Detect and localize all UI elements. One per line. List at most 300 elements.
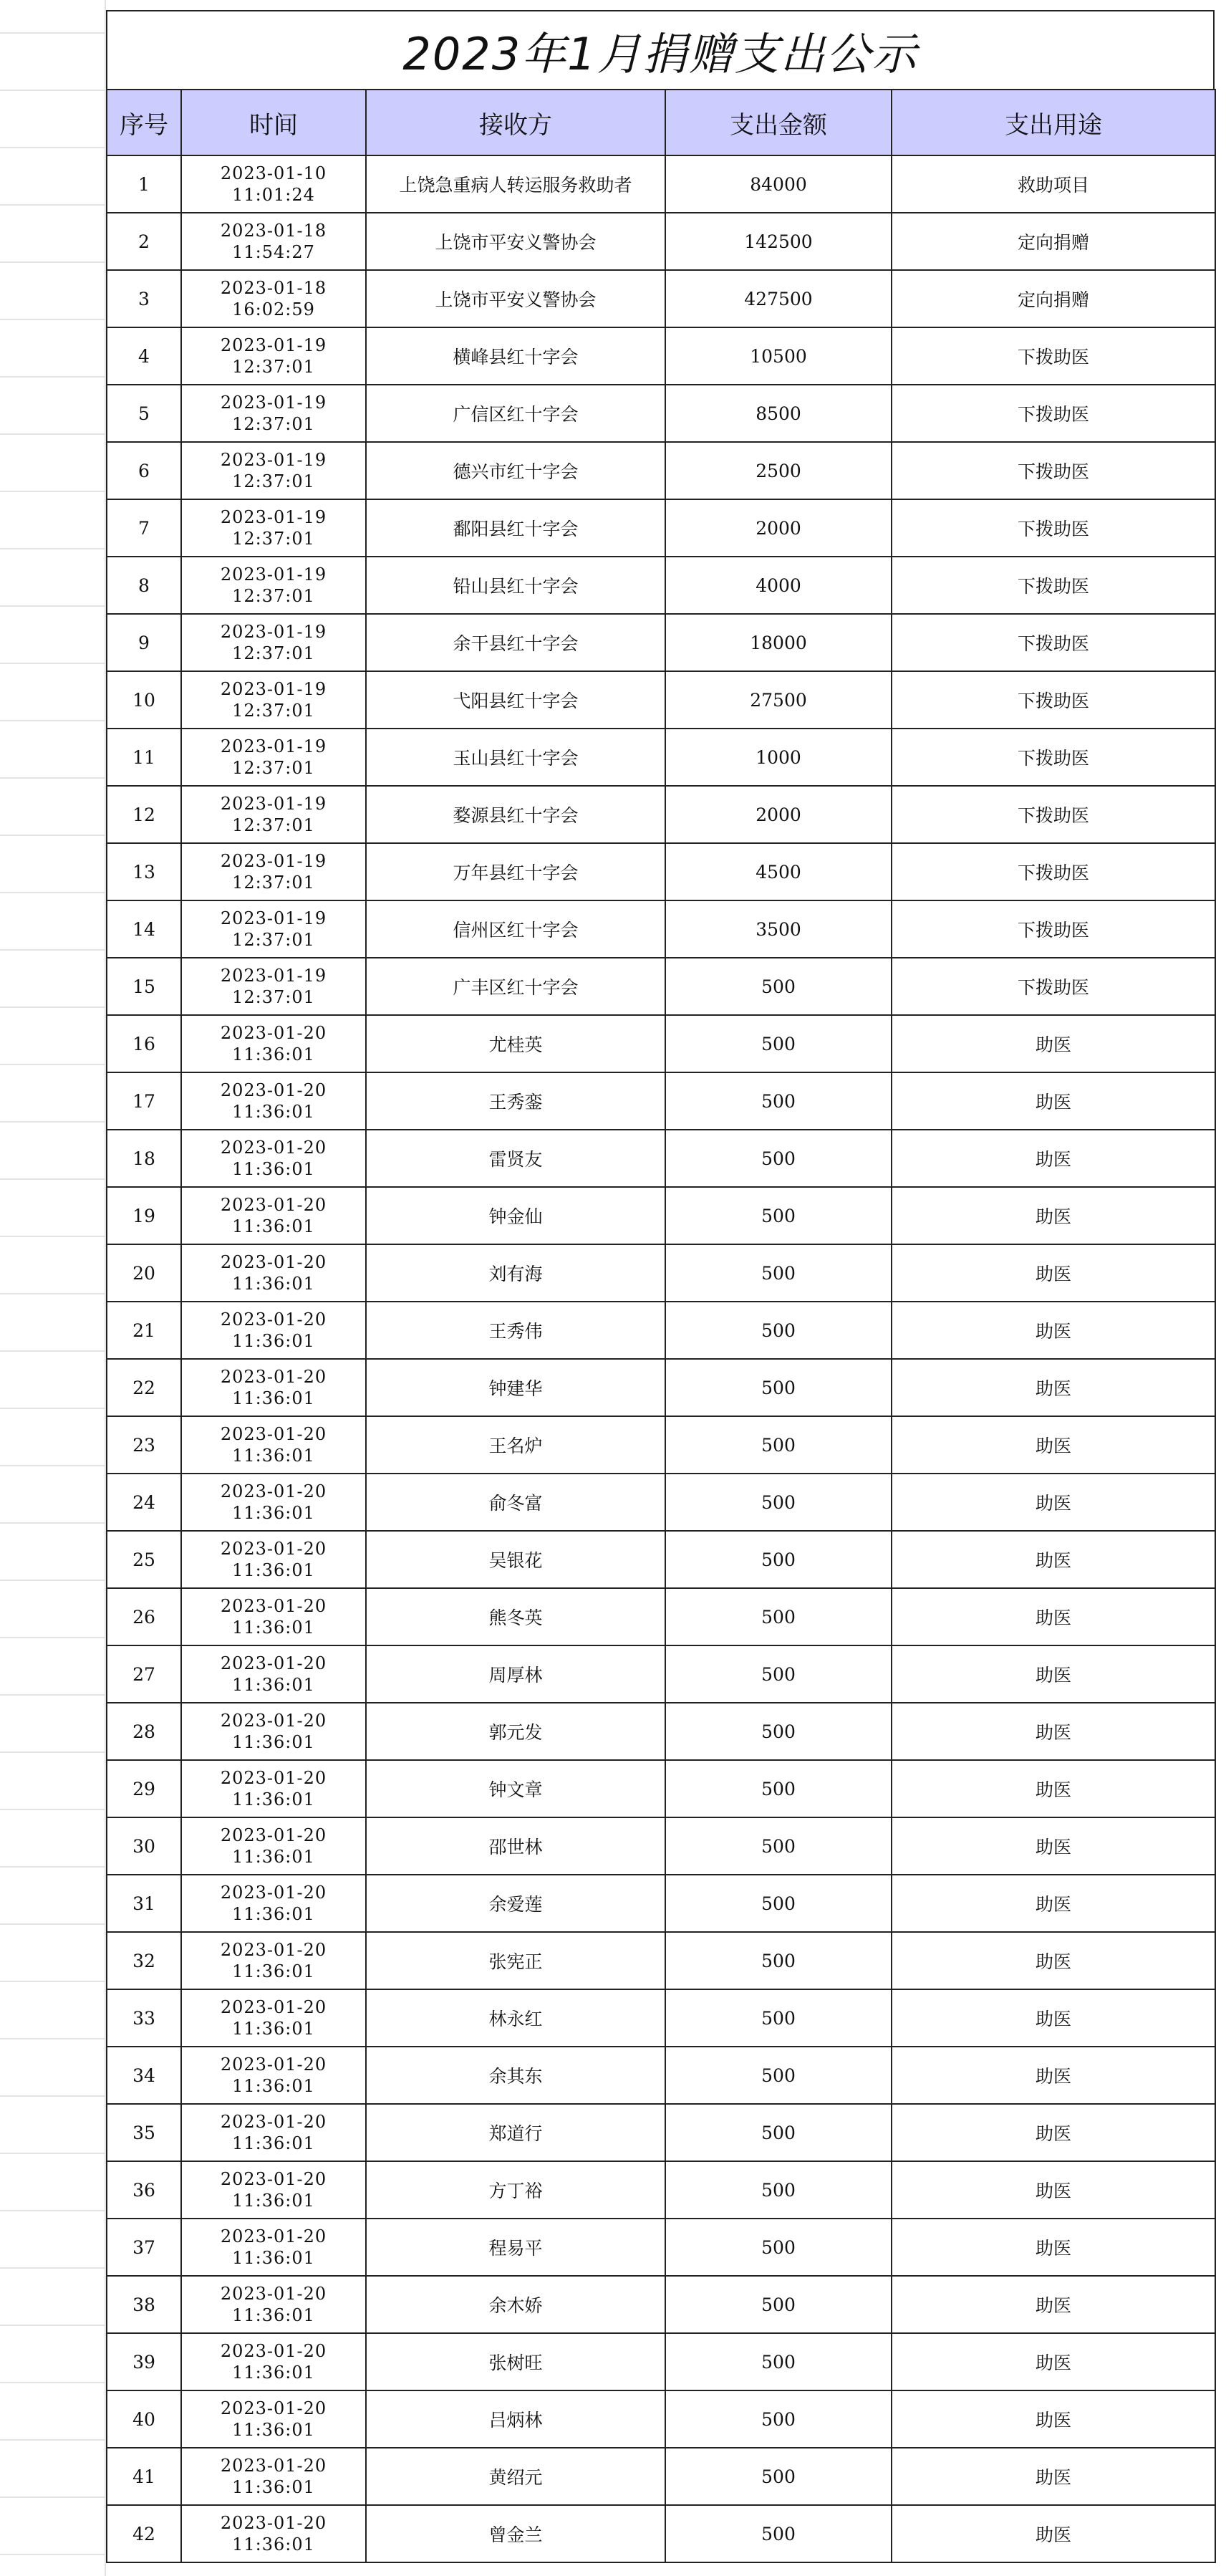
- cell-amount[interactable]: 142500: [665, 213, 892, 270]
- cell-recipient[interactable]: 方丁裕: [366, 2161, 665, 2219]
- table-row: [107, 1244, 1215, 1302]
- table-row: [107, 2219, 1215, 2276]
- cell-time[interactable]: [181, 2219, 366, 2276]
- cell-recipient[interactable]: 钟金仙: [366, 1187, 665, 1244]
- header-recipient[interactable]: 接收方: [366, 90, 665, 155]
- cell-amount[interactable]: 500: [665, 2219, 892, 2276]
- time-date: 2023-01-19: [220, 622, 327, 642]
- cell-index[interactable]: 24: [107, 1474, 181, 1531]
- time-date: 2023-01-20: [220, 1481, 327, 1501]
- cell-recipient[interactable]: 余爱莲: [366, 1875, 665, 1932]
- cell-amount[interactable]: 500: [665, 1302, 892, 1359]
- cell-amount[interactable]: 1000: [665, 729, 892, 786]
- time-date: 2023-01-20: [220, 2054, 327, 2075]
- time-clock: 12:37:01: [232, 414, 315, 434]
- cell-recipient[interactable]: 铅山县红十字会: [366, 557, 665, 614]
- cell-time[interactable]: [181, 1645, 366, 1703]
- cell-amount[interactable]: 500: [665, 2161, 892, 2219]
- cell-amount[interactable]: 500: [665, 1588, 892, 1645]
- cell-purpose[interactable]: 下拨助医: [892, 327, 1215, 385]
- cell-time[interactable]: [181, 1416, 366, 1474]
- cell-time[interactable]: [181, 213, 366, 270]
- time-clock: 11:36:01: [232, 1331, 315, 1351]
- cell-time[interactable]: [181, 1932, 366, 1989]
- cell-index[interactable]: 15: [107, 958, 181, 1015]
- cell-index[interactable]: 3: [107, 270, 181, 327]
- time-clock: 12:37:01: [232, 815, 315, 835]
- table-row: [107, 1130, 1215, 1187]
- cell-purpose[interactable]: 助医: [892, 2276, 1215, 2333]
- cell-index[interactable]: 6: [107, 442, 181, 499]
- cell-time[interactable]: [181, 843, 366, 900]
- cell-purpose[interactable]: 助医: [892, 1130, 1215, 1187]
- cell-recipient[interactable]: 张宪正: [366, 1932, 665, 1989]
- cell-recipient[interactable]: 万年县红十字会: [366, 843, 665, 900]
- cell-time[interactable]: [181, 1359, 366, 1416]
- cell-index[interactable]: 26: [107, 1588, 181, 1645]
- table-row: [107, 958, 1215, 1015]
- cell-index[interactable]: 10: [107, 671, 181, 729]
- cell-time[interactable]: [181, 1015, 366, 1072]
- cell-purpose[interactable]: 下拨助医: [892, 499, 1215, 557]
- cell-time[interactable]: [181, 786, 366, 843]
- cell-index[interactable]: 22: [107, 1359, 181, 1416]
- cell-recipient[interactable]: 林永红: [366, 1989, 665, 2047]
- cell-index[interactable]: 28: [107, 1703, 181, 1760]
- table-row: [107, 213, 1215, 270]
- cell-amount[interactable]: 10500: [665, 327, 892, 385]
- time-clock: 11:36:01: [232, 1961, 315, 1981]
- cell-time[interactable]: [181, 2505, 366, 2562]
- table-row: [107, 786, 1215, 843]
- cell-amount[interactable]: 500: [665, 1015, 892, 1072]
- cell-recipient[interactable]: 横峰县红十字会: [366, 327, 665, 385]
- cell-purpose[interactable]: 下拨助医: [892, 958, 1215, 1015]
- cell-purpose[interactable]: 救助项目: [892, 155, 1215, 213]
- table-row: [107, 1875, 1215, 1932]
- cell-index[interactable]: 40: [107, 2390, 181, 2448]
- time-date: 2023-01-20: [220, 2341, 327, 2361]
- cell-recipient[interactable]: 信州区红十字会: [366, 900, 665, 958]
- cell-index[interactable]: 2: [107, 213, 181, 270]
- header-amount[interactable]: 支出金额: [665, 90, 892, 155]
- cell-index[interactable]: 38: [107, 2276, 181, 2333]
- cell-purpose[interactable]: 下拨助医: [892, 442, 1215, 499]
- cell-purpose[interactable]: 下拨助医: [892, 786, 1215, 843]
- cell-index[interactable]: 1: [107, 155, 181, 213]
- cell-purpose[interactable]: 助医: [892, 1359, 1215, 1416]
- cell-time[interactable]: [181, 1072, 366, 1130]
- cell-purpose[interactable]: 下拨助医: [892, 385, 1215, 442]
- cell-recipient[interactable]: 广信区红十字会: [366, 385, 665, 442]
- time-date: 2023-01-19: [220, 736, 327, 756]
- cell-amount[interactable]: 500: [665, 1072, 892, 1130]
- cell-purpose[interactable]: 助医: [892, 2505, 1215, 2562]
- cell-recipient[interactable]: 钟文章: [366, 1760, 665, 1817]
- cell-index[interactable]: 9: [107, 614, 181, 671]
- cell-time[interactable]: [181, 1130, 366, 1187]
- cell-recipient[interactable]: 黄绍元: [366, 2448, 665, 2505]
- cell-time[interactable]: [181, 1989, 366, 2047]
- cell-time[interactable]: [181, 1703, 366, 1760]
- cell-index[interactable]: 19: [107, 1187, 181, 1244]
- cell-amount[interactable]: 500: [665, 1474, 892, 1531]
- table-row: [107, 1531, 1215, 1588]
- table-body: [107, 155, 1215, 2562]
- cell-index[interactable]: 41: [107, 2448, 181, 2505]
- cell-index[interactable]: 21: [107, 1302, 181, 1359]
- cell-index[interactable]: 33: [107, 1989, 181, 2047]
- cell-recipient[interactable]: 余木娇: [366, 2276, 665, 2333]
- cell-time[interactable]: [181, 958, 366, 1015]
- table-row: [107, 2390, 1215, 2448]
- cell-purpose[interactable]: 下拨助医: [892, 843, 1215, 900]
- table-row: [107, 729, 1215, 786]
- cell-purpose[interactable]: 助医: [892, 1932, 1215, 1989]
- cell-index[interactable]: 25: [107, 1531, 181, 1588]
- cell-recipient[interactable]: 雷贤友: [366, 1130, 665, 1187]
- cell-time[interactable]: [181, 671, 366, 729]
- cell-time[interactable]: [181, 442, 366, 499]
- cell-purpose[interactable]: 助医: [892, 2333, 1215, 2390]
- cell-purpose[interactable]: 助医: [892, 2161, 1215, 2219]
- cell-index[interactable]: 17: [107, 1072, 181, 1130]
- time-clock: 11:36:01: [232, 1216, 315, 1236]
- time-date: 2023-01-20: [220, 1711, 327, 1731]
- time-clock: 11:36:01: [232, 1732, 315, 1752]
- cell-time[interactable]: [181, 1760, 366, 1817]
- cell-amount[interactable]: 500: [665, 1244, 892, 1302]
- cell-time[interactable]: [181, 1474, 366, 1531]
- cell-amount[interactable]: 2000: [665, 499, 892, 557]
- row-header-gridlines: [0, 0, 106, 2576]
- time-date: 2023-01-20: [220, 1997, 327, 2017]
- cell-time[interactable]: [181, 1817, 366, 1875]
- table-row: [107, 1359, 1215, 1416]
- time-date: 2023-01-19: [220, 335, 327, 355]
- cell-index[interactable]: 12: [107, 786, 181, 843]
- header-purpose[interactable]: 支出用途: [892, 90, 1215, 155]
- cell-index[interactable]: 8: [107, 557, 181, 614]
- cell-recipient[interactable]: 王秀伟: [366, 1302, 665, 1359]
- time-clock: 11:36:01: [232, 1675, 315, 1695]
- time-date: 2023-01-20: [220, 1195, 327, 1215]
- cell-recipient[interactable]: 德兴市红十字会: [366, 442, 665, 499]
- time-date: 2023-01-20: [220, 1023, 327, 1043]
- cell-amount[interactable]: 500: [665, 1760, 892, 1817]
- time-clock: 11:36:01: [232, 1503, 315, 1523]
- cell-time[interactable]: [181, 1244, 366, 1302]
- cell-purpose[interactable]: 下拨助医: [892, 671, 1215, 729]
- time-date: 2023-01-20: [220, 2456, 327, 2476]
- cell-index[interactable]: 7: [107, 499, 181, 557]
- cell-index[interactable]: 27: [107, 1645, 181, 1703]
- cell-recipient[interactable]: 广丰区红十字会: [366, 958, 665, 1015]
- cell-purpose[interactable]: 助医: [892, 1645, 1215, 1703]
- cell-recipient[interactable]: 弋阳县红十字会: [366, 671, 665, 729]
- time-date: 2023-01-20: [220, 1080, 327, 1100]
- cell-purpose[interactable]: 定向捐赠: [892, 270, 1215, 327]
- cell-purpose[interactable]: 助医: [892, 1703, 1215, 1760]
- cell-amount[interactable]: 500: [665, 1359, 892, 1416]
- cell-amount[interactable]: 500: [665, 1130, 892, 1187]
- time-date: 2023-01-20: [220, 1138, 327, 1158]
- cell-purpose[interactable]: 助医: [892, 2104, 1215, 2161]
- cell-amount[interactable]: 500: [665, 1703, 892, 1760]
- table-row: [107, 900, 1215, 958]
- cell-index[interactable]: 11: [107, 729, 181, 786]
- cell-index[interactable]: 32: [107, 1932, 181, 1989]
- cell-purpose[interactable]: 助医: [892, 2390, 1215, 2448]
- cell-purpose[interactable]: 助医: [892, 1989, 1215, 2047]
- cell-purpose[interactable]: 下拨助医: [892, 729, 1215, 786]
- cell-index[interactable]: 13: [107, 843, 181, 900]
- cell-time[interactable]: [181, 900, 366, 958]
- cell-amount[interactable]: 500: [665, 1932, 892, 1989]
- cell-amount[interactable]: 500: [665, 1416, 892, 1474]
- time-date: 2023-01-19: [220, 679, 327, 699]
- cell-purpose[interactable]: 助医: [892, 1187, 1215, 1244]
- cell-purpose[interactable]: 助医: [892, 1015, 1215, 1072]
- cell-amount[interactable]: 500: [665, 1989, 892, 2047]
- cell-recipient[interactable]: 郭元发: [366, 1703, 665, 1760]
- time-clock: 12:37:01: [232, 529, 315, 549]
- cell-purpose[interactable]: 助医: [892, 1760, 1215, 1817]
- cell-purpose[interactable]: 助医: [892, 1474, 1215, 1531]
- time-clock: 11:36:01: [232, 2191, 315, 2211]
- cell-index[interactable]: 35: [107, 2104, 181, 2161]
- cell-time[interactable]: [181, 1588, 366, 1645]
- cell-index[interactable]: 37: [107, 2219, 181, 2276]
- cell-recipient[interactable]: 吕炳林: [366, 2390, 665, 2448]
- cell-time[interactable]: [181, 1875, 366, 1932]
- time-clock: 11:36:01: [232, 2133, 315, 2153]
- table-row: [107, 2104, 1215, 2161]
- cell-time[interactable]: [181, 1187, 366, 1244]
- time-clock: 11:36:01: [232, 1847, 315, 1867]
- cell-time[interactable]: [181, 2448, 366, 2505]
- time-clock: 11:36:01: [232, 2248, 315, 2268]
- cell-amount[interactable]: 4500: [665, 843, 892, 900]
- cell-recipient[interactable]: 余干县红十字会: [366, 614, 665, 671]
- cell-recipient[interactable]: 王秀銮: [366, 1072, 665, 1130]
- table-row: [107, 1703, 1215, 1760]
- cell-amount[interactable]: 500: [665, 2448, 892, 2505]
- time-clock: 11:36:01: [232, 2363, 315, 2383]
- cell-amount[interactable]: 500: [665, 958, 892, 1015]
- table-row: [107, 1760, 1215, 1817]
- cell-recipient[interactable]: 上饶急重病人转运服务救助者: [366, 155, 665, 213]
- cell-purpose[interactable]: 助医: [892, 1531, 1215, 1588]
- time-clock: 11:36:01: [232, 1789, 315, 1810]
- time-clock: 12:37:01: [232, 357, 315, 377]
- time-date: 2023-01-20: [220, 1367, 327, 1387]
- time-date: 2023-01-20: [220, 2226, 327, 2246]
- cell-time[interactable]: [181, 2104, 366, 2161]
- time-date: 2023-01-19: [220, 393, 327, 413]
- time-clock: 11:36:01: [232, 1388, 315, 1408]
- cell-purpose[interactable]: 助医: [892, 1244, 1215, 1302]
- cell-index[interactable]: 36: [107, 2161, 181, 2219]
- table-row: [107, 2448, 1215, 2505]
- cell-amount[interactable]: 2500: [665, 442, 892, 499]
- cell-recipient[interactable]: 婺源县红十字会: [366, 786, 665, 843]
- cell-amount[interactable]: 500: [665, 2276, 892, 2333]
- cell-amount[interactable]: 500: [665, 2047, 892, 2104]
- cell-purpose[interactable]: 下拨助医: [892, 900, 1215, 958]
- cell-recipient[interactable]: 余其东: [366, 2047, 665, 2104]
- time-date: 2023-01-20: [220, 1596, 327, 1616]
- cell-purpose[interactable]: 助医: [892, 2219, 1215, 2276]
- time-clock: 11:54:27: [232, 242, 315, 262]
- cell-recipient[interactable]: 曾金兰: [366, 2505, 665, 2562]
- cell-amount[interactable]: 500: [665, 1817, 892, 1875]
- cell-amount[interactable]: 84000: [665, 155, 892, 213]
- cell-time[interactable]: [181, 2276, 366, 2333]
- page-title: 2023年1月捐赠支出公示: [402, 27, 918, 80]
- table-row: [107, 1989, 1215, 2047]
- cell-amount[interactable]: 500: [665, 2333, 892, 2390]
- cell-amount[interactable]: 500: [665, 2505, 892, 2562]
- cell-index[interactable]: 34: [107, 2047, 181, 2104]
- cell-recipient[interactable]: 邵世林: [366, 1817, 665, 1875]
- cell-purpose[interactable]: 助医: [892, 1302, 1215, 1359]
- cell-index[interactable]: 20: [107, 1244, 181, 1302]
- cell-amount[interactable]: 2000: [665, 786, 892, 843]
- cell-time[interactable]: [181, 2333, 366, 2390]
- cell-index[interactable]: 16: [107, 1015, 181, 1072]
- cell-amount[interactable]: 500: [665, 1187, 892, 1244]
- cell-index[interactable]: 14: [107, 900, 181, 958]
- cell-purpose[interactable]: 助医: [892, 2448, 1215, 2505]
- cell-amount[interactable]: 8500: [665, 385, 892, 442]
- header-index[interactable]: 序号: [107, 90, 181, 155]
- cell-purpose[interactable]: 定向捐赠: [892, 213, 1215, 270]
- cell-time[interactable]: [181, 729, 366, 786]
- cell-index[interactable]: 31: [107, 1875, 181, 1932]
- cell-recipient[interactable]: 尤桂英: [366, 1015, 665, 1072]
- cell-recipient[interactable]: 玉山县红十字会: [366, 729, 665, 786]
- cell-time[interactable]: [181, 270, 366, 327]
- cell-purpose[interactable]: 助医: [892, 1588, 1215, 1645]
- table-row: [107, 1302, 1215, 1359]
- cell-time[interactable]: [181, 327, 366, 385]
- cell-recipient[interactable]: 鄱阳县红十字会: [366, 499, 665, 557]
- cell-recipient[interactable]: 上饶市平安义警协会: [366, 213, 665, 270]
- cell-index[interactable]: 18: [107, 1130, 181, 1187]
- cell-purpose[interactable]: 助医: [892, 1817, 1215, 1875]
- cell-recipient[interactable]: 王名炉: [366, 1416, 665, 1474]
- time-date: 2023-01-20: [220, 1252, 327, 1272]
- cell-time[interactable]: [181, 1302, 366, 1359]
- time-date: 2023-01-19: [220, 966, 327, 986]
- time-clock: 11:36:01: [232, 2534, 315, 2555]
- cell-recipient[interactable]: 钟建华: [366, 1359, 665, 1416]
- cell-time[interactable]: [181, 2390, 366, 2448]
- table-row: [107, 270, 1215, 327]
- cell-purpose[interactable]: 助医: [892, 1416, 1215, 1474]
- table-row: [107, 2505, 1215, 2562]
- cell-time[interactable]: [181, 499, 366, 557]
- time-date: 2023-01-20: [220, 2513, 327, 2533]
- table-row: [107, 671, 1215, 729]
- cell-recipient[interactable]: 吴银花: [366, 1531, 665, 1588]
- time-clock: 11:36:01: [232, 1044, 315, 1064]
- cell-purpose[interactable]: 下拨助医: [892, 614, 1215, 671]
- cell-time[interactable]: [181, 2161, 366, 2219]
- time-date: 2023-01-19: [220, 564, 327, 585]
- cell-time[interactable]: [181, 614, 366, 671]
- cell-index[interactable]: 42: [107, 2505, 181, 2562]
- time-date: 2023-01-20: [220, 2398, 327, 2418]
- time-date: 2023-01-20: [220, 1539, 327, 1559]
- cell-time[interactable]: [181, 1531, 366, 1588]
- cell-amount[interactable]: 500: [665, 1531, 892, 1588]
- cell-amount[interactable]: 500: [665, 2104, 892, 2161]
- time-date: 2023-01-20: [220, 2112, 327, 2132]
- cell-recipient[interactable]: 张树旺: [366, 2333, 665, 2390]
- time-date: 2023-01-20: [220, 1883, 327, 1903]
- cell-index[interactable]: 29: [107, 1760, 181, 1817]
- time-clock: 12:37:01: [232, 586, 315, 606]
- cell-time[interactable]: [181, 557, 366, 614]
- time-clock: 12:37:01: [232, 987, 315, 1007]
- cell-index[interactable]: 5: [107, 385, 181, 442]
- cell-recipient[interactable]: 郑道行: [366, 2104, 665, 2161]
- cell-amount[interactable]: 27500: [665, 671, 892, 729]
- time-clock: 12:37:01: [232, 873, 315, 893]
- cell-amount[interactable]: 4000: [665, 557, 892, 614]
- time-date: 2023-01-20: [220, 2284, 327, 2304]
- cell-recipient[interactable]: 俞冬富: [366, 1474, 665, 1531]
- cell-recipient[interactable]: 上饶市平安义警协会: [366, 270, 665, 327]
- cell-purpose[interactable]: 助医: [892, 1072, 1215, 1130]
- cell-purpose[interactable]: 助医: [892, 1875, 1215, 1932]
- cell-recipient[interactable]: 熊冬英: [366, 1588, 665, 1645]
- cell-index[interactable]: 30: [107, 1817, 181, 1875]
- cell-recipient[interactable]: 周厚林: [366, 1645, 665, 1703]
- cell-amount[interactable]: 500: [665, 1645, 892, 1703]
- table-row: [107, 442, 1215, 499]
- cell-time[interactable]: [181, 2047, 366, 2104]
- cell-amount[interactable]: 500: [665, 2390, 892, 2448]
- cell-recipient[interactable]: 程易平: [366, 2219, 665, 2276]
- donation-expense-table: [106, 89, 1216, 2563]
- cell-amount[interactable]: 500: [665, 1875, 892, 1932]
- cell-recipient[interactable]: 刘有海: [366, 1244, 665, 1302]
- table-row: [107, 1416, 1215, 1474]
- title-cell[interactable]: [106, 10, 1215, 89]
- table-row: [107, 1187, 1215, 1244]
- cell-time[interactable]: [181, 155, 366, 213]
- cell-amount[interactable]: 3500: [665, 900, 892, 958]
- cell-index[interactable]: 4: [107, 327, 181, 385]
- cell-index[interactable]: 39: [107, 2333, 181, 2390]
- cell-purpose[interactable]: 助医: [892, 2047, 1215, 2104]
- cell-time[interactable]: [181, 385, 366, 442]
- time-date: 2023-01-20: [220, 1309, 327, 1330]
- cell-amount[interactable]: 18000: [665, 614, 892, 671]
- header-row: [107, 90, 1215, 155]
- table-row: [107, 2047, 1215, 2104]
- cell-purpose[interactable]: 下拨助医: [892, 557, 1215, 614]
- header-time[interactable]: 时间: [181, 90, 366, 155]
- cell-index[interactable]: 23: [107, 1416, 181, 1474]
- table-row: [107, 1932, 1215, 1989]
- table-row: [107, 1645, 1215, 1703]
- table-row: [107, 1015, 1215, 1072]
- cell-amount[interactable]: 427500: [665, 270, 892, 327]
